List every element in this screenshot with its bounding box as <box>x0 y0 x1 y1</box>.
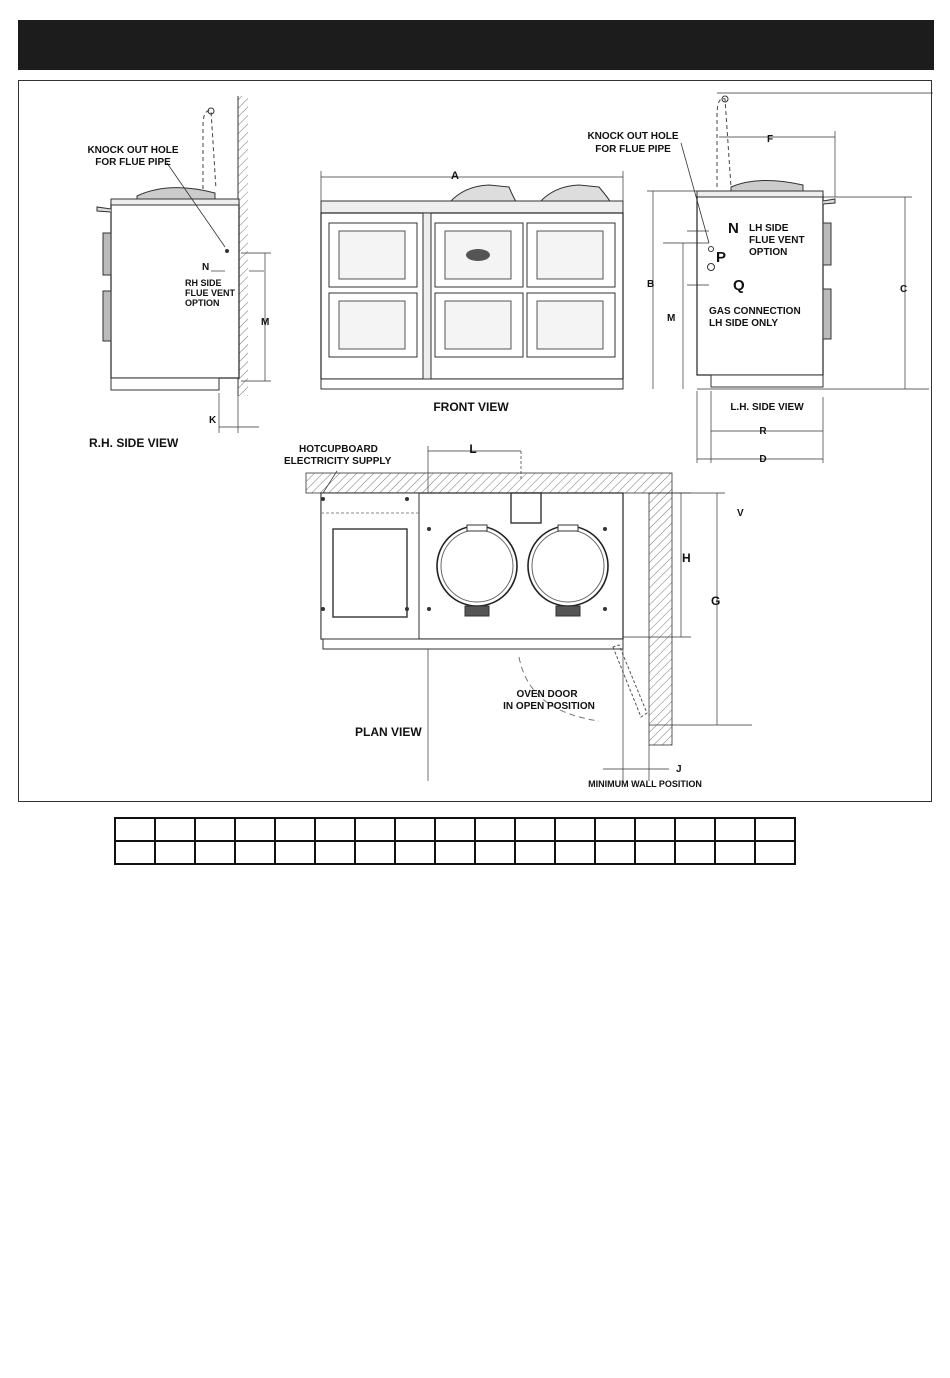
aga-badge <box>466 249 490 261</box>
letter-j: J <box>676 764 682 775</box>
lh-cooker-body <box>697 195 823 375</box>
technical-drawing <box>19 81 933 803</box>
table-cell <box>355 841 395 864</box>
table-cell <box>155 818 195 841</box>
letter-n-lh: N <box>728 220 739 237</box>
hotcupboard-label-2: ELECTRICITY SUPPLY <box>284 456 392 467</box>
letter-d: D <box>759 454 767 465</box>
front-view-title: FRONT VIEW <box>433 400 509 414</box>
letter-c: C <box>900 284 908 295</box>
table-cell <box>195 818 235 841</box>
rh-knockout-label-1: KNOCK OUT HOLE <box>87 145 179 156</box>
header-bar <box>18 20 934 70</box>
letter-b: B <box>647 279 655 290</box>
table-cell <box>355 818 395 841</box>
rh-flue-vent-label-3: OPTION <box>185 298 220 308</box>
letter-v: V <box>737 508 744 519</box>
letter-k: K <box>209 415 217 426</box>
lh-flue-pipe <box>717 99 731 187</box>
rh-hotplate-lid <box>137 188 215 199</box>
plan-side-wall <box>649 493 672 745</box>
letter-m-rh: M <box>261 317 270 328</box>
plan-back-wall <box>306 473 672 493</box>
open-oven-door <box>613 645 647 717</box>
letter-r: R <box>759 426 767 437</box>
letter-m-lh: M <box>667 313 676 324</box>
table-cell <box>315 818 355 841</box>
table-cell <box>515 841 555 864</box>
table-cell <box>555 841 595 864</box>
letter-a: A <box>451 170 459 182</box>
letter-f: F <box>766 134 774 145</box>
rh-side-view-title: R.H. SIDE VIEW <box>89 436 179 450</box>
hotplate <box>437 526 517 606</box>
plan-view-title: PLAN VIEW <box>355 725 422 739</box>
lh-flue-vent-label-2: FLUE VENT <box>749 235 805 246</box>
lh-knockout-label-2: FOR FLUE PIPE <box>595 144 671 155</box>
table-cell <box>275 818 315 841</box>
table-cell <box>275 841 315 864</box>
letter-l: L <box>469 442 477 456</box>
table-cell <box>475 841 515 864</box>
rh-flue-vent-label-1: RH SIDE <box>185 278 222 288</box>
table-cell <box>515 818 555 841</box>
letter-n-rh: N <box>202 262 210 273</box>
gas-connection-label-1: GAS CONNECTION <box>709 306 801 317</box>
table-cell <box>115 841 155 864</box>
table-cell <box>235 841 275 864</box>
table-cell <box>675 818 715 841</box>
table-cell <box>435 841 475 864</box>
lh-flue-vent-label-1: LH SIDE <box>749 223 789 234</box>
table-cell <box>675 841 715 864</box>
table-cell <box>595 818 635 841</box>
table-cell <box>635 818 675 841</box>
gas-connection-label-2: LH SIDE ONLY <box>709 318 779 329</box>
diagram-frame <box>18 80 932 802</box>
dimension-table-body <box>115 818 795 864</box>
lh-flue-vent-label-3: OPTION <box>749 247 788 258</box>
table-cell <box>435 818 475 841</box>
letter-g: G <box>711 594 721 608</box>
table-cell <box>195 841 235 864</box>
table-row <box>115 841 795 864</box>
table-cell <box>235 818 275 841</box>
table-cell <box>755 818 795 841</box>
rh-knockout-label-2: FOR FLUE PIPE <box>95 157 171 168</box>
oven-door-label-1: OVEN DOOR <box>516 689 578 700</box>
table-cell <box>755 841 795 864</box>
letter-q: Q <box>733 277 745 294</box>
table-cell <box>475 818 515 841</box>
table-cell <box>635 841 675 864</box>
letter-p: P <box>716 249 727 266</box>
table-cell <box>395 818 435 841</box>
table-cell <box>555 818 595 841</box>
table-cell <box>155 841 195 864</box>
rh-flue-vent-label-2: FLUE VENT <box>185 288 236 298</box>
dimension-table <box>114 817 796 865</box>
hotplate <box>528 526 608 606</box>
table-cell <box>115 818 155 841</box>
table-row <box>115 818 795 841</box>
lh-knockout-label-1: KNOCK OUT HOLE <box>587 131 679 142</box>
table-cell <box>715 818 755 841</box>
table-cell <box>315 841 355 864</box>
front-view <box>321 171 623 389</box>
hotcupboard-label-1: HOTCUPBOARD <box>299 444 378 455</box>
minimum-wall-label: MINIMUM WALL POSITION <box>588 779 702 789</box>
lh-side-view-title: L.H. SIDE VIEW <box>730 402 804 413</box>
table-cell <box>395 841 435 864</box>
table-cell <box>595 841 635 864</box>
letter-h: H <box>682 551 691 565</box>
table-cell <box>715 841 755 864</box>
rh-flue-pipe <box>203 111 216 189</box>
oven-door-label-2: IN OPEN POSITION <box>503 701 595 712</box>
